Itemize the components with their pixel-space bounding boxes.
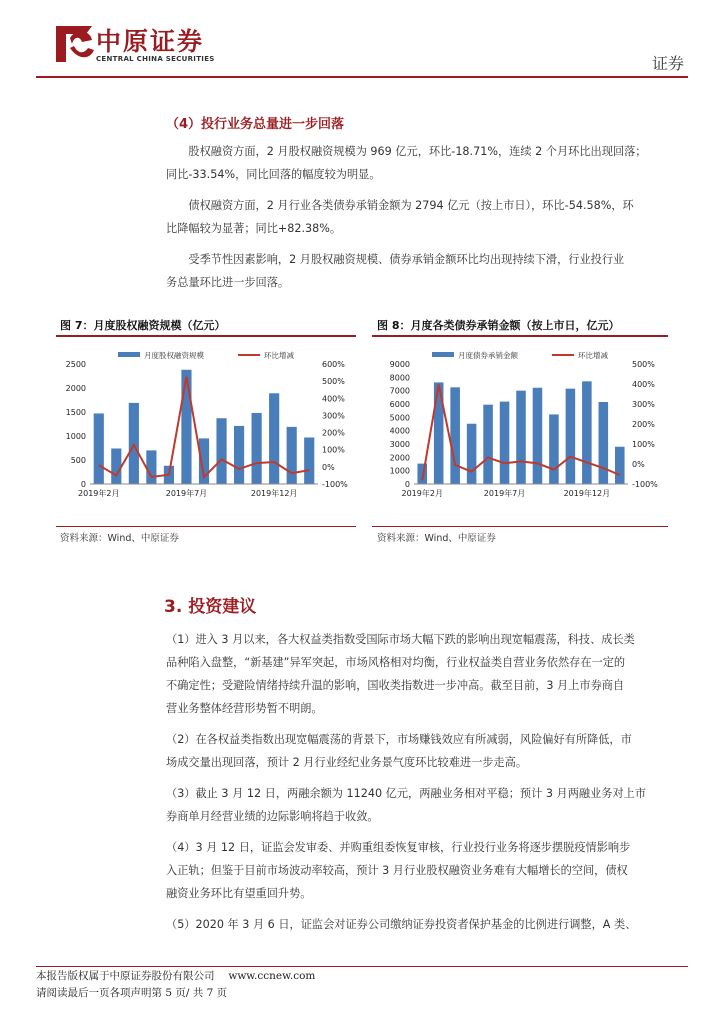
bar [252,413,262,484]
y-tick-label-right: 0% [632,460,645,469]
y-tick-label-right: 600% [322,360,345,369]
report-category: 证券 [651,54,684,73]
chart-bond-underwriting [372,340,668,510]
footer-page-info: 请阅读最后一页各项声明第 5 页/ 共 7 页 [36,987,228,999]
y-tick-label-left: 2000 [65,384,86,393]
bar [234,426,244,484]
figure8-source-rule [372,526,668,527]
x-tick-label: 2019年7月 [483,489,526,498]
bar [500,402,510,484]
y-tick-label-right: 0% [322,462,335,472]
paragraph-line: 股权融资方面，2 月股权融资规模为 969 亿元，环比-18.71%，连续 2 个月环比出现回落； [188,145,647,158]
y-tick-label-right: 300% [632,400,655,409]
bar [549,414,559,484]
footer-divider [36,966,688,967]
y-tick-label-right: 100% [322,445,345,455]
bar [450,387,460,484]
y-tick-label-left: 4000 [389,426,410,436]
paragraph-line: 不确定性；受避险情绪持续升温的影响，国收类指数进一步冲高。截至目前，3 月上市券商自 [166,679,625,692]
x-tick-label: 2019年7月 [165,489,208,498]
figure8-title: 图 8：月度各类债券承销金额（按上市日，亿元） [377,319,620,332]
y-tick-label-right: -100% [632,480,658,489]
section-heading: （4）投行业务总量进一步回落 [166,117,345,132]
paragraph-line: （4）3 月 12 日，证监会发审委、并购重组委恢复审核，行业投行业务将逐步摆脱疫情影响步 [166,841,631,854]
y-tick-label-left: 5000 [389,413,410,423]
bar [181,370,191,484]
legend-label: 环比增减 [578,351,608,360]
figure7-source-rule [56,526,356,527]
header-divider [36,76,688,78]
bar [615,447,625,484]
paragraph-line: （2）在各权益类指数出现宽幅震荡的背景下，市场赚钱效应有所减弱，风险偏好有所降低，市 [166,733,632,746]
y-tick-label-right: 400% [322,394,345,404]
paragraph-line: 比降幅较为显著；同比+82.38%。 [166,222,342,235]
x-tick-label: 2019年2月 [401,489,443,498]
legend-label: 月度债券承销金额 [458,351,518,360]
legend-label: 月度股权融资规模 [144,351,204,360]
y-tick-label-left: 1000 [65,432,86,441]
y-tick-label-right: 200% [322,428,345,438]
bar [146,450,156,484]
legend-bar-swatch [118,352,140,357]
y-tick-label-left: 0 [80,480,86,489]
y-tick-label-right: 500% [322,377,345,387]
chart-equity-financing [56,340,356,510]
figure7-title-rule [56,335,356,337]
bar [216,418,226,484]
figure8-source: 资料来源：Wind、中原证券 [377,533,496,544]
y-tick-label-left: 500 [70,456,86,465]
y-tick-label-right: 300% [322,411,345,421]
paragraph-line: 融资业务环比有望重回升势。 [166,887,312,900]
figure8-title-rule [372,335,668,337]
y-tick-label-left: 0 [404,480,410,489]
y-tick-label-left: 7000 [389,386,410,396]
figure7-title: 图 7：月度股权融资规模（亿元） [60,319,226,332]
y-tick-label-left: 3000 [389,440,410,449]
y-tick-label-left: 2000 [389,453,410,463]
x-tick-label: 2019年12月 [563,489,611,498]
x-tick-label: 2019年12月 [250,489,298,498]
legend-bar-swatch [432,352,454,357]
legend-label: 环比增减 [264,351,294,360]
y-tick-label-right: 200% [632,420,655,429]
section3-body [166,628,686,936]
company-name-cn: 中原证券 [96,27,205,56]
paragraph-line: （1）进入 3 月以来，各大权益类指数受国际市场大幅下跌的影响出现宽幅震荡，科技、成长类 [166,633,635,646]
paragraph-line: 同比-33.54%，同比回落的幅度较为明显。 [166,168,381,181]
paragraph-line: 受季节性因素影响，2 月股权融资规模、债券承销金额环比均出现持续下滑，行业投行业 [188,253,625,266]
section4-body [166,140,686,294]
paragraph-line: 品种陷入盘整，“新基建”异军突起，市场风格相对均衡，行业权益类自营业务依然存在一定的 [166,656,626,669]
bar [287,427,297,484]
bar [269,393,279,484]
paragraph-line: 入正轨；但鉴于目前市场波动率较高，预计 3 月行业股权融资业务难有大幅增长的空间，债权 [166,864,628,877]
footer-copyright: 本报告版权属于中原证券股份有限公司 www.ccnew.com [36,970,316,982]
logo-emblem-icon [56,26,94,62]
paragraph-line: 营业务整体经营形势暂不明朗。 [166,702,323,715]
y-tick-label-left: 8000 [389,373,410,383]
y-tick-label-right: 100% [632,440,655,449]
bar [111,448,121,484]
paragraph-line: （3）截止 3 月 12 日，两融余额为 11240 亿元，两融业务相对平稳；预计 3 月两融业务对上市 [166,787,647,800]
paragraph-line: 券商单月经营业绩的边际影响将趋于收敛。 [166,810,379,823]
bar [94,413,104,484]
y-tick-label-left: 1000 [389,466,410,476]
bar [516,391,526,484]
y-tick-label-right: 500% [632,360,655,369]
bar [467,424,477,484]
paragraph-line: 债权融资方面，2 月行业各类债券承销金额为 2794 亿元（按上市日），环比-54.58%，环 [188,199,634,212]
bar [566,389,576,484]
bar [483,405,493,484]
y-tick-label-left: 6000 [389,400,410,409]
paragraph-line: （5）2020 年 3 月 6 日，证监会对证券公司缴纳证券投资者保护基金的比例进行调整，A 类、 [166,918,637,931]
y-tick-label-left: 1500 [65,408,86,417]
paragraph-line: 务总量环比进一步回落。 [166,276,290,289]
bar [582,381,592,484]
y-tick-label-right: 400% [632,380,655,389]
bar [304,437,314,484]
x-tick-label: 2019年2月 [78,489,120,498]
y-tick-label-left: 2500 [65,360,86,369]
section3-heading: 3. 投资建议 [164,597,257,617]
bar [599,402,609,484]
figure7-source: 资料来源：Wind、中原证券 [60,533,179,544]
company-name-en: CENTRAL CHINA SECURITIES [96,55,215,63]
bar [533,388,543,484]
paragraph-line: 场成交量出现回落，预计 2 月行业经纪业务景气度环比较难进一步走高。 [166,756,528,769]
y-tick-label-left: 9000 [389,360,410,369]
y-tick-label-right: -100% [322,480,348,489]
